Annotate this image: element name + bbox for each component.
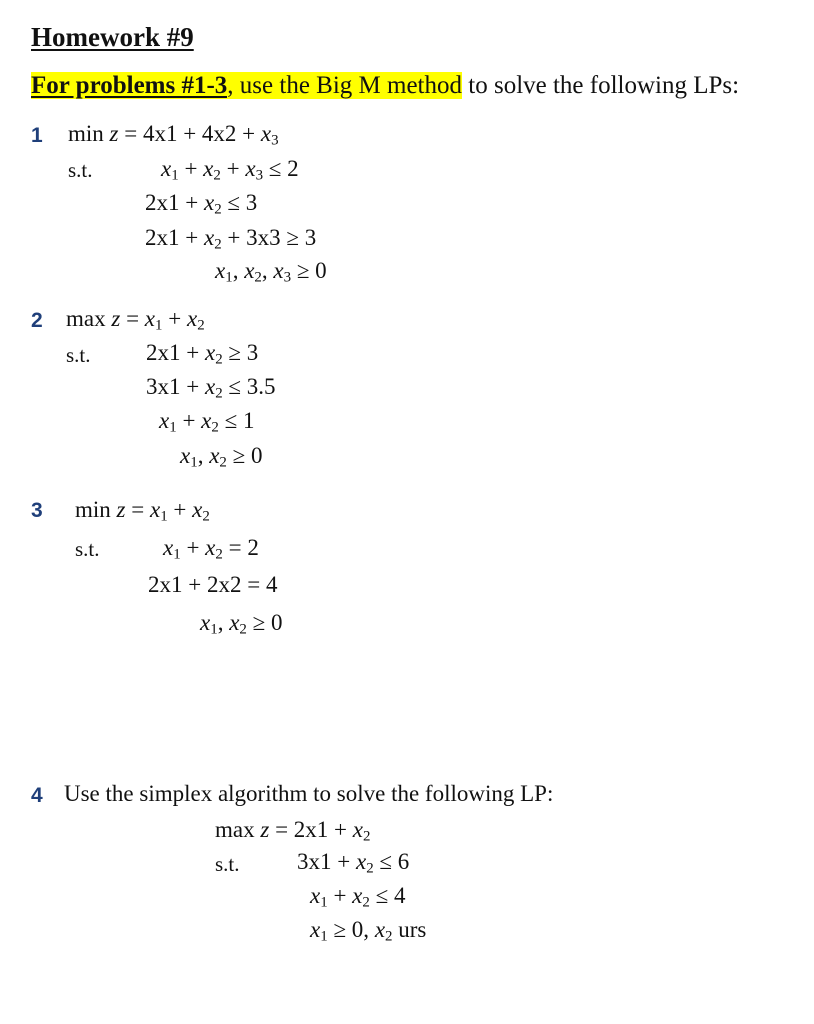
problem-4-number: 4 — [31, 784, 43, 807]
instructions — [31, 72, 739, 100]
problem-1-constraint-2: $2x1 + x_2 \le 3$ — [145, 190, 258, 218]
problem-1-objective: $\min z = 4x1 + 4x2 + x_3$ — [68, 121, 279, 149]
problem-4-st: s.t. — [215, 852, 240, 876]
problem-3-st: s.t. — [75, 537, 100, 561]
problem-4-objective: $\max z = 2x1 + x_2$ — [215, 817, 371, 845]
problem-3-number: 3 — [31, 499, 43, 522]
problem-3-objective: $\min z = x_1 + x_2$ — [75, 497, 210, 525]
problem-2-constraint-3: $x_1 + x_2 \le 1$ — [159, 408, 255, 436]
problem-4-constraint-2: $x_1 + x_2 \le 4$ — [310, 883, 406, 911]
problem-2-constraint-1: $2x1 + x_2 \ge 3$ — [146, 340, 259, 368]
problem-1-st: s.t. — [68, 158, 93, 182]
problem-4-sign: $x_1 \ge 0$, $x_2$ urs — [310, 917, 427, 945]
problem-1-constraint-1: $x_1 + x_2 + x_3 \le 2$ — [161, 156, 299, 184]
problem-4-constraint-1: $3x1 + x_2 \le 6$ — [297, 849, 410, 877]
instructions-highlight: For problems #1-3 — [31, 72, 228, 99]
problem-2-nonneg: $x_1$, $x_2 \ge 0$ — [180, 443, 263, 471]
homework-title: Homework #9 — [31, 22, 194, 52]
problem-1-number: 1 — [31, 124, 43, 147]
problem-1-nonneg: $x_1$, $x_2$, $x_3 \ge 0$ — [215, 258, 327, 286]
problem-2-constraint-2: $3x1 + x_2 \le 3.5$ — [146, 374, 276, 402]
problem-3-nonneg: $x_1$, $x_2 \ge 0$ — [200, 610, 283, 638]
problem-2-st: s.t. — [66, 343, 91, 367]
problem-1-constraint-3: $2x1 + x_2 + 3x3 \ge 3$ — [145, 225, 317, 253]
problem-2-objective: $\max z = x_1 + x_2$ — [66, 306, 205, 334]
instructions-method: , use the Big M method — [227, 72, 463, 99]
problem-4-statement: Use the simplex algorithm to solve the following LP: — [64, 781, 554, 806]
problem-2-number: 2 — [31, 309, 43, 332]
problem-3-constraint-1: $x_1 + x_2 = 2$ — [163, 535, 259, 563]
problem-3-constraint-2: 2x1 + 2x2 = 4 — [148, 572, 278, 597]
instructions-tail: to solve the following LPs: — [462, 72, 740, 99]
